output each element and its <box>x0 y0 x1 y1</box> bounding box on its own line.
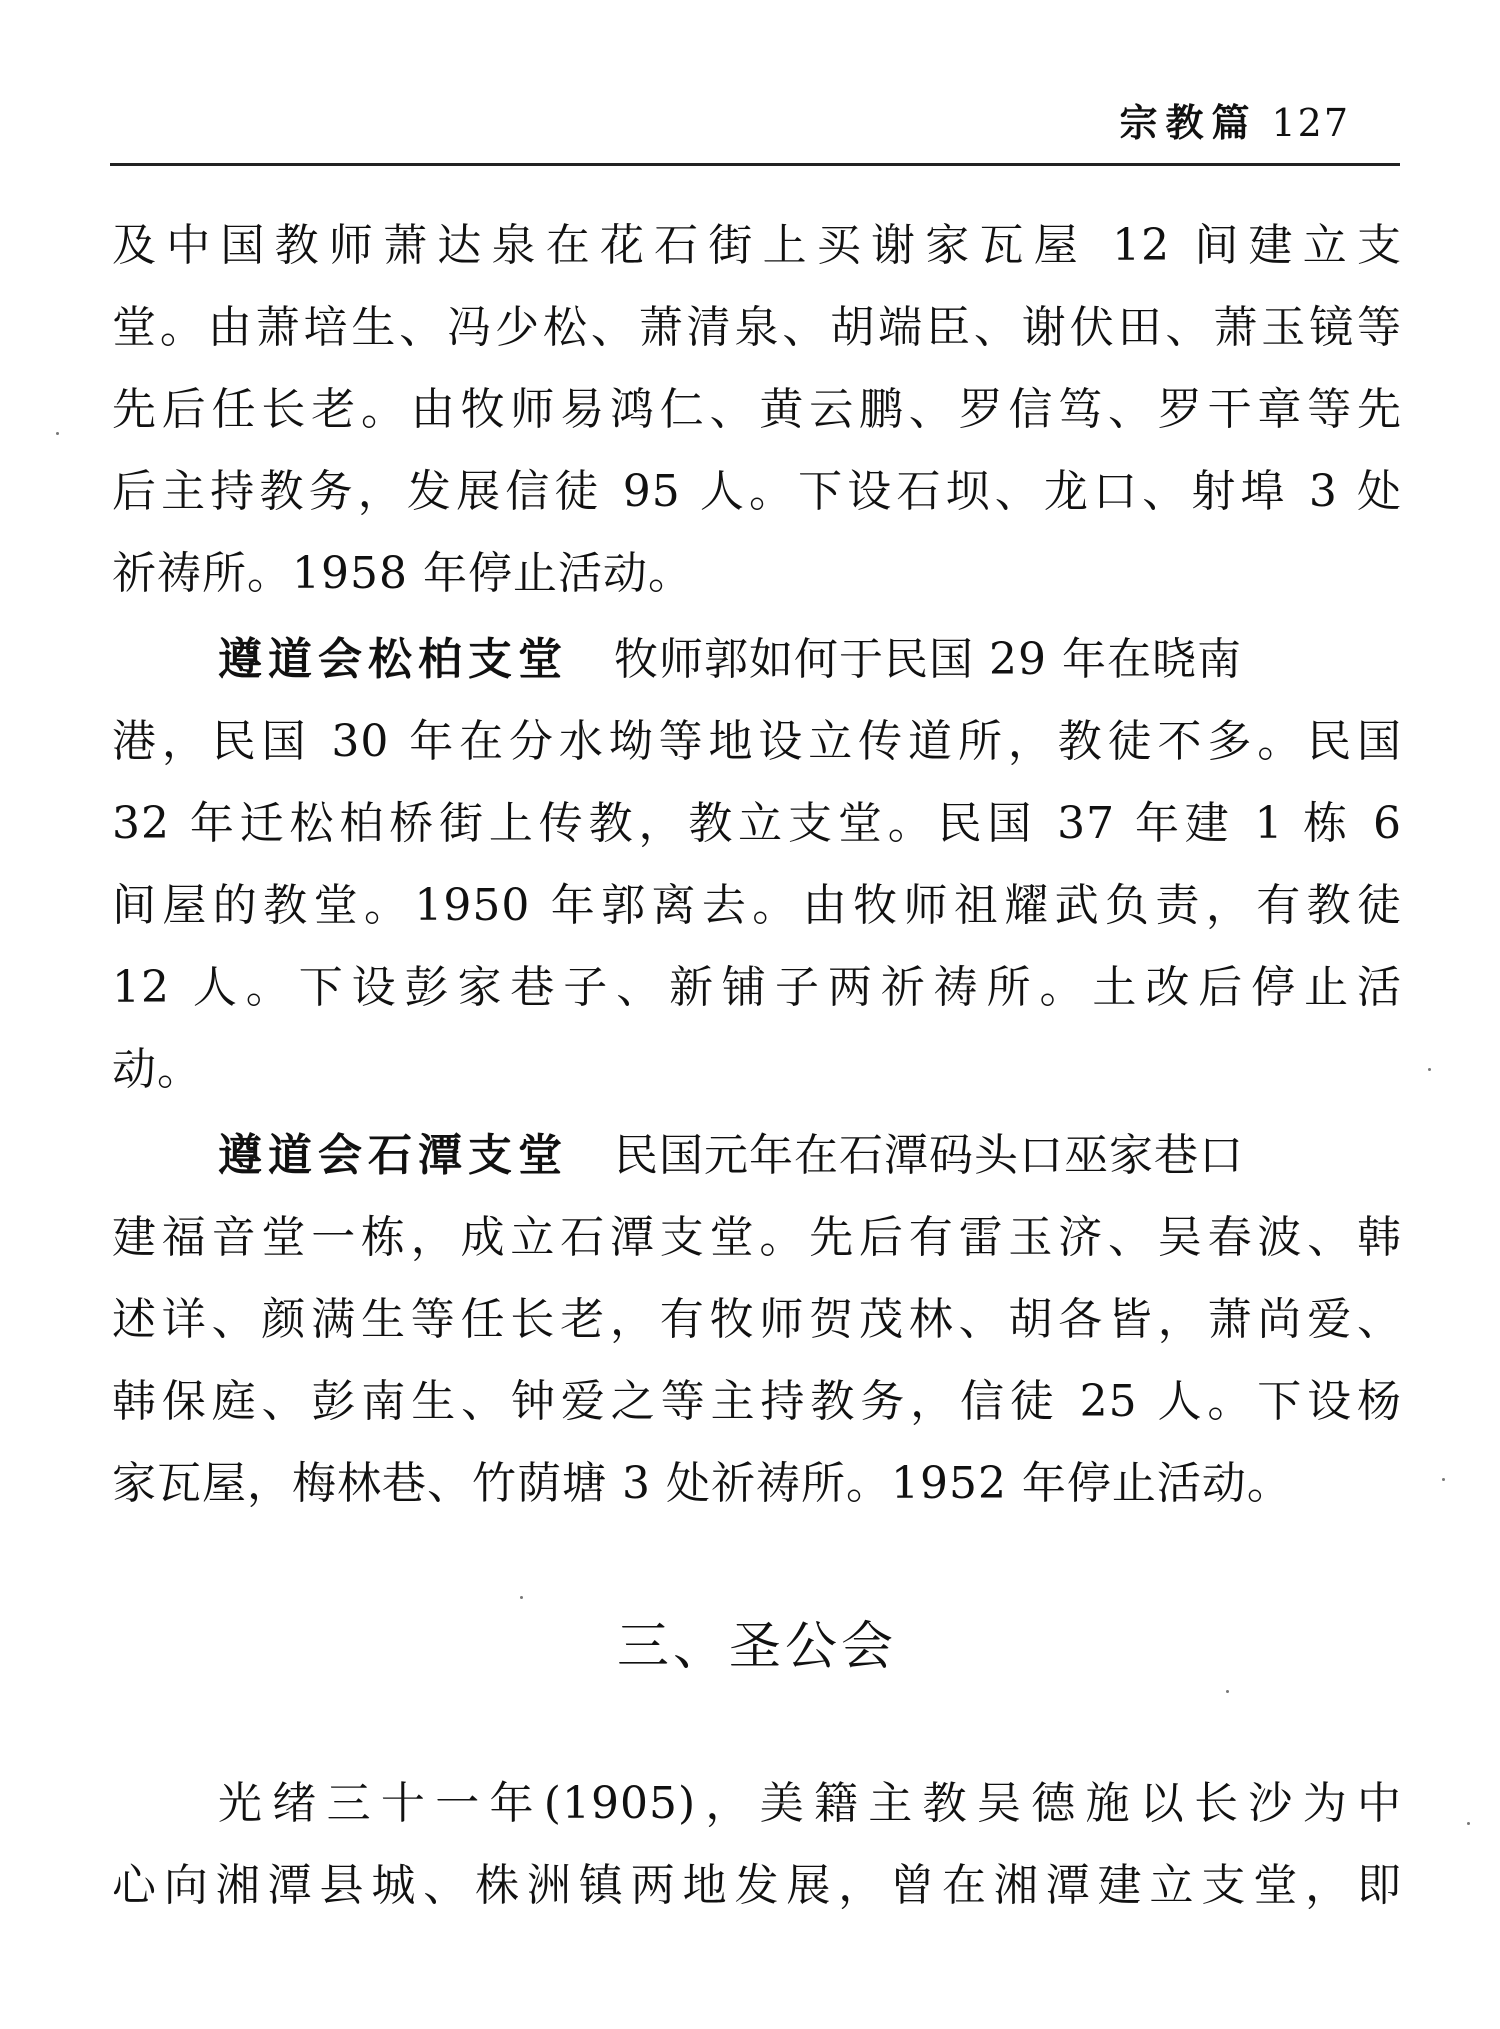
text-line: 建福音堂一栋，成立石潭支堂。先后有雷玉济、吴春波、韩 <box>112 1212 1402 1263</box>
text-line: 动。 <box>112 1044 202 1095</box>
text-line: 32 年迁松柏桥街上传教，教立支堂。民国 37 年建 1 栋 6 <box>112 798 1402 849</box>
text-line: 韩保庭、彭南生、钟爱之等主持教务，信徒 25 人。下设杨 <box>112 1376 1402 1427</box>
section-title: 三、圣公会 <box>616 1617 897 1677</box>
scan-speck <box>1226 1690 1229 1693</box>
text-line: 心向湘潭县城、株洲镇两地发展，曾在湘潭建立支堂，即 <box>112 1860 1402 1911</box>
header-rule <box>110 163 1400 166</box>
text-line: 先后任长老。由牧师易鸿仁、黄云鹏、罗信笃、罗干章等先 <box>112 384 1402 435</box>
text-line: 堂。由萧培生、冯少松、萧清泉、胡端臣、谢伏田、萧玉镜等 <box>112 302 1402 353</box>
running-head-section: 宗教篇 <box>1119 100 1258 145</box>
scan-speck <box>1442 1478 1445 1481</box>
text-line: 述详、颜满生等任长老，有牧师贺茂林、胡各皆，萧尚爱、 <box>112 1294 1402 1345</box>
text-line: 港，民国 30 年在分水坳等地设立传道所，教徒不多。民国 <box>112 716 1402 767</box>
text-line: 12 人。下设彭家巷子、新铺子两祈祷所。土改后停止活 <box>112 962 1402 1013</box>
text-run: 牧师郭如何于民国 29 年在晓南 <box>614 634 1242 685</box>
text-line: 家瓦屋，梅林巷、竹荫塘 3 处祈祷所。1952 年停止活动。 <box>112 1458 1292 1509</box>
paragraph-heading: 遵道会松柏支堂 <box>218 634 568 685</box>
paragraph-first-line <box>112 619 1402 701</box>
text-line: 后主持教务，发展信徒 95 人。下设石坝、龙口、射埠 3 处 <box>112 466 1402 517</box>
body-text <box>112 205 1402 1927</box>
running-head <box>1119 92 1350 147</box>
text-line: 及中国教师萧达泉在花石街上买谢家瓦屋 12 间建立支 <box>112 220 1402 271</box>
paragraph-first-line <box>112 1115 1402 1197</box>
scan-speck <box>520 1596 523 1599</box>
scan-speck <box>1428 1068 1431 1071</box>
text-line: 祈祷所。1958 年停止活动。 <box>112 548 693 599</box>
paragraph-heading: 遵道会石潭支堂 <box>218 1130 568 1181</box>
text-line: 光绪三十一年(1905)，美籍主教吴德施以长沙为中 <box>218 1778 1402 1829</box>
page-number: 127 <box>1271 101 1350 145</box>
scan-speck <box>1467 1822 1470 1825</box>
text-run: 民国元年在石潭码头口巫家巷口 <box>614 1130 1244 1181</box>
scan-speck <box>56 432 59 435</box>
text-line: 间屋的教堂。1950 年郭离去。由牧师祖耀武负责，有教徒 <box>112 880 1402 931</box>
